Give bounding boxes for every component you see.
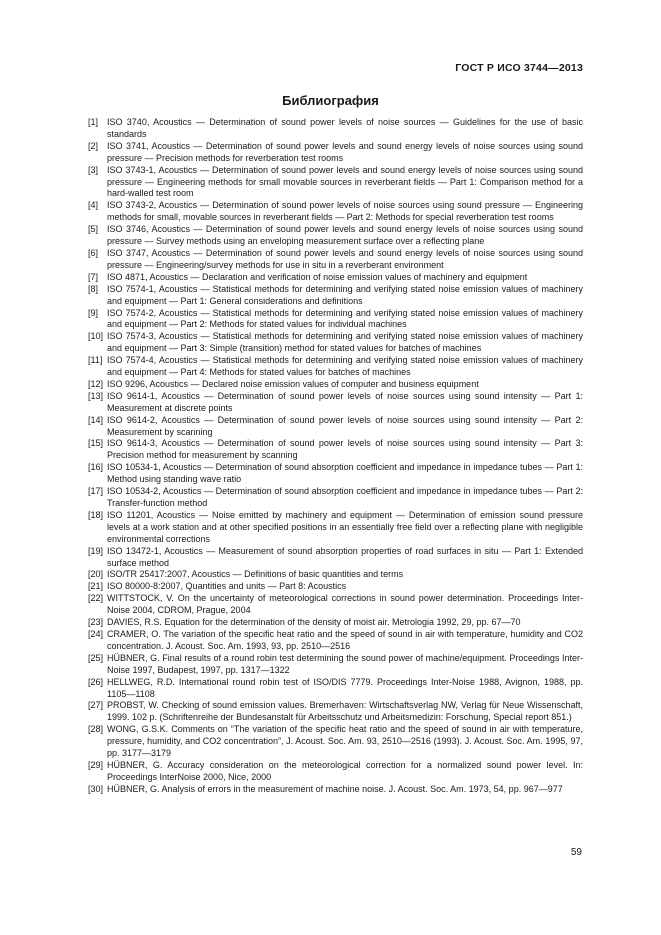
reference-item (88, 629, 583, 653)
reference-text: ISO 3741, Acoustics — Determination of sound power levels and sound energy levels of noise sources using sound pressure — Precision methods for reverberation test rooms (107, 140, 583, 163)
reference-item (88, 760, 583, 784)
reference-number: [16] (88, 462, 104, 473)
reference-number: [23] (88, 617, 104, 628)
reference-text: WONG, G.S.K. Comments on “The variation of the specific heat ratio and the speed of sound in air with temperature, pressure, humidity, and CO2 concentration”, J. Acoust. Soc. Am. 93, 2510—2516 (1993). J. Acoust. Soc. Am. 1995, 97, pp. 3177—3179 (107, 724, 583, 759)
page-number: 59 (570, 847, 582, 858)
reference-text: HÜBNER, G. Analysis of errors in the measurement of machine noise. J. Acoust. Soc. Am. 1973, 54, pp. 967—977 (107, 783, 563, 794)
reference-text: ISO 3743-2, Acoustics — Determination of sound power levels of noise sources using sound pressure — Engineering methods for small, movable sources in reverberant fields — Part 2: Methods for special reverberation test rooms (107, 200, 583, 223)
reference-item (88, 724, 583, 760)
reference-number: [4] (88, 200, 99, 211)
reference-number: [25] (88, 652, 104, 663)
document-code-header: ГОСТ Р ИСО 3744—2013 (455, 62, 583, 74)
reference-item (88, 700, 583, 724)
reference-number: [11] (88, 355, 103, 366)
reference-item (88, 200, 583, 224)
reference-number: [7] (88, 271, 99, 282)
reference-text: ISO 7574-1, Acoustics — Statistical methods for determining and verifying stated noise emission values of machinery and equipment — Part 1: General considerations and definitions (107, 283, 583, 306)
reference-number: [19] (88, 545, 104, 556)
reference-text: ISO 7574-4, Acoustics — Statistical methods for determining and verifying stated noise emission values of machinery and equipment — Part 4: Methods for stated values for batches of machines (107, 355, 583, 378)
reference-number: [29] (88, 759, 104, 770)
reference-text: HÜBNER, G. Accuracy consideration on the meteorological correction for a normalized sound power level. In: Proceedings InterNoise 2000, Nice, 2000 (107, 759, 583, 782)
reference-number: [28] (88, 724, 104, 735)
reference-text: CRAMER, O. The variation of the specific heat ratio and the speed of sound in air with temperature, humidity and CO2 concentration. J. Acoust. Soc. Am. 1993, 93, pp. 2510—2516 (107, 628, 583, 651)
reference-item (88, 308, 583, 332)
reference-text: ISO 80000-8:2007, Quantities and units — Part 8: Acoustics (107, 581, 347, 592)
reference-number: [13] (88, 390, 104, 401)
reference-text: ISO 4871, Acoustics — Declaration and verification of noise emission values of machinery and equipment (107, 271, 528, 282)
reference-item (88, 546, 583, 570)
reference-text: ISO 3747, Acoustics — Determination of sound power levels and sound energy levels of noise sources using sound pressure — Engineering/survey methods for use in situ in a reverberant environment (107, 247, 583, 270)
reference-item (88, 510, 583, 546)
reference-text: ISO 3740, Acoustics — Determination of sound power levels of noise sources — Guidelines for the use of basic standards (107, 117, 583, 139)
reference-item (88, 224, 583, 248)
reference-item (88, 486, 583, 510)
reference-item (88, 569, 583, 581)
reference-item (88, 784, 583, 796)
reference-text: ISO/TR 25417:2007, Acoustics — Definitions of basic quantities and terms (107, 569, 404, 580)
bibliography-list (88, 117, 583, 796)
reference-item (88, 331, 583, 355)
reference-number: [15] (88, 438, 104, 449)
reference-item (88, 438, 583, 462)
reference-number: [5] (88, 224, 99, 235)
reference-number: [18] (88, 509, 104, 520)
reference-text: ISO 13472-1, Acoustics — Measurement of sound absorption properties of road surfaces in situ — Part 1: Extended surface method (107, 545, 583, 568)
reference-text: HÜBNER, G. Final results of a round robin test determining the sound power of machine/equipment. Proceedings Inter-Noise 1997, Budapest, 1997, pp. 1317—1322 (107, 652, 583, 675)
page-title: Библиография (282, 93, 379, 108)
reference-text: ISO 10534-2, Acoustics — Determination of sound absorption coefficient and impedance in impedance tubes — Part 2: Transfer-function method (107, 486, 583, 508)
reference-item (88, 284, 583, 308)
reference-number: [22] (88, 593, 104, 604)
reference-item (88, 677, 583, 701)
reference-text: ISO 9614-1, Acoustics — Determination of sound power levels of noise sources using sound intensity — Part 1: Measurement at discrete points (107, 390, 583, 413)
reference-text: ISO 9614-2, Acoustics — Determination of sound power levels of noise sources using sound intensity — Part 2: Measurement by scanning (107, 414, 583, 437)
reference-number: [2] (88, 140, 99, 151)
reference-number: [30] (88, 783, 104, 794)
reference-item (88, 141, 583, 165)
reference-item (88, 593, 583, 617)
reference-item (88, 355, 583, 379)
reference-number: [24] (88, 628, 104, 639)
reference-number: [21] (88, 581, 104, 592)
reference-item (88, 248, 583, 272)
reference-number: [9] (88, 307, 99, 318)
reference-item (88, 379, 583, 391)
reference-number: [3] (88, 164, 99, 175)
reference-number: [6] (88, 247, 99, 258)
reference-text: ISO 9614-3, Acoustics — Determination of sound power levels of noise sources using sound intensity — Part 3: Precision method for measurement by scanning (107, 438, 583, 461)
reference-item (88, 415, 583, 439)
reference-number: [10] (88, 331, 104, 342)
reference-text: ISO 11201, Acoustics — Noise emitted by machinery and equipment — Determination of emission sound pressure levels at a work station and at other specified positions in an essentially free field over a reflecting plane with negligible environmental corrections (107, 509, 583, 544)
reference-item (88, 653, 583, 677)
reference-number: [17] (88, 486, 104, 497)
reference-number: [14] (88, 414, 104, 425)
reference-text: WITTSTOCK, V. On the uncertainty of meteorological corrections in sound power determination. Proceedings Inter-Noise 2004, CDROM, Prague, 2004 (107, 593, 583, 616)
reference-number: [26] (88, 676, 104, 687)
reference-number: [1] (88, 117, 99, 127)
reference-item (88, 391, 583, 415)
reference-item (88, 462, 583, 486)
reference-item (88, 272, 583, 284)
reference-item (88, 617, 583, 629)
reference-text: ISO 7574-3, Acoustics — Statistical methods for determining and verifying stated noise emission values of machinery and equipment — Part 3: Simple (transition) method for stated values for batches of machines (107, 331, 583, 354)
reference-text: ISO 3743-1, Acoustics — Determination of sound power levels and sound energy levels of noise sources using sound pressure — Engineering methods for small movable sources in reverberant fields — Part 1: Comparison method for a hard-walled test room (107, 164, 583, 199)
reference-text: ISO 9296, Acoustics — Declared noise emission values of computer and business equipment (107, 378, 479, 389)
reference-text: DAVIES, R.S. Equation for the determination of the density of moist air. Metrologia 1992, 29, pp. 67—70 (107, 617, 521, 628)
reference-text: PROBST, W. Checking of sound emission values. Bremerhaven: Wirtschaftsverlag NW, Verlag für Neue Wissenschaft, 1999. 102 p. (Schriftenreihe der Bundesanstalt für Arbeitsschutz und Arbeitsmedizin: Forschung, Special report 851.) (107, 700, 583, 723)
reference-number: [20] (88, 569, 104, 580)
reference-number: [12] (88, 378, 104, 389)
reference-item (88, 581, 583, 593)
reference-text: HELLWEG, R.D. International round robin test of ISO/DIS 7779. Proceedings Inter-Noise 1988, Avignon, 1988, pp. 1105—1108 (107, 676, 583, 699)
reference-text: ISO 10534-1, Acoustics — Determination of sound absorption coefficient and impedance in impedance tubes — Part 1: Method using standing wave ratio (107, 462, 583, 485)
reference-item (88, 165, 583, 201)
reference-number: [8] (88, 283, 99, 294)
reference-text: ISO 3746, Acoustics — Determination of sound power levels and sound energy levels of noise sources using sound pressure — Survey methods using an enveloping measurement surface over a reflecting plane (107, 224, 583, 247)
reference-item (88, 117, 583, 141)
reference-text: ISO 7574-2, Acoustics — Statistical methods for determining and verifying stated noise emission values of machinery and equipment — Part 2: Methods for stated values for individual machines (107, 307, 583, 330)
reference-number: [27] (88, 700, 104, 711)
